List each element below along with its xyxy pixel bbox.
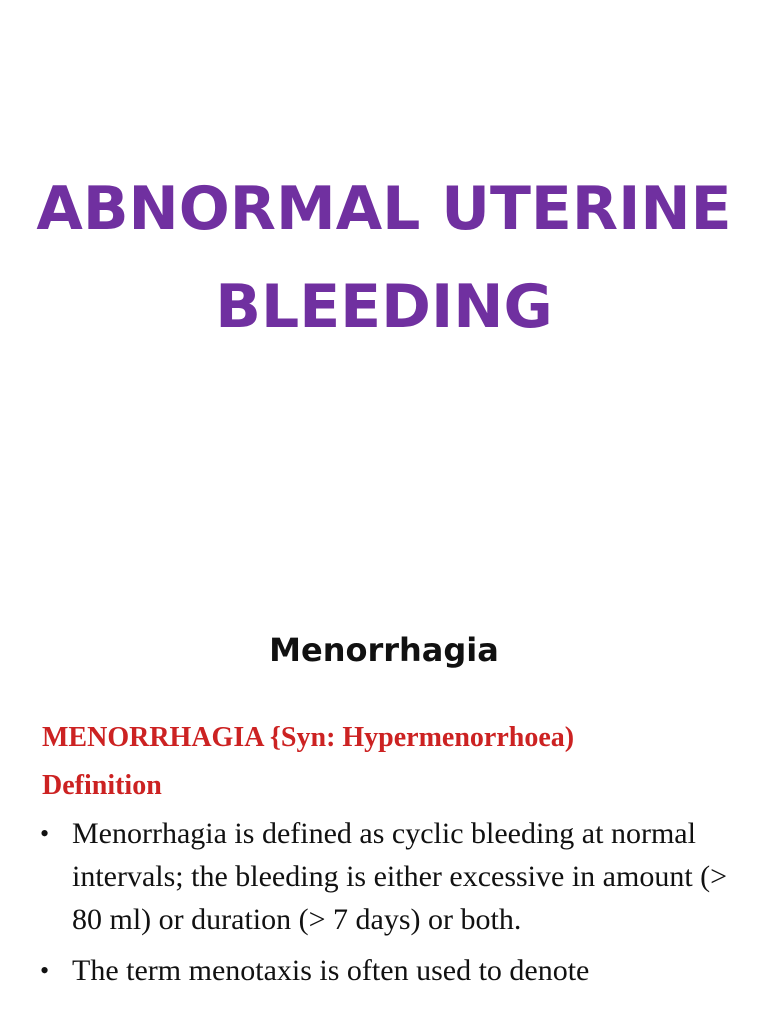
bullet-text: The term menotaxis is often used to denote xyxy=(72,954,590,987)
bullet-icon: • xyxy=(40,819,50,848)
list-item xyxy=(40,949,740,992)
list-item xyxy=(40,812,740,941)
bullet-list xyxy=(40,812,740,1000)
bullet-text: Menorrhagia is defined as cyclic bleeding at normal intervals; the bleeding is either excessive in amount (> 80 ml) or duration (> 7 days) or both. xyxy=(72,817,728,936)
syn-heading: MENORRHAGIA {Syn: Hypermenorrhoea) xyxy=(42,722,575,753)
slide-title-line-1: ABNORMAL UTERINE xyxy=(36,174,732,244)
bullet-icon: • xyxy=(40,956,50,985)
definition-heading: Definition xyxy=(42,770,162,801)
section-heading: Menorrhagia xyxy=(269,631,499,669)
slide-title-line-2: BLEEDING xyxy=(215,272,553,342)
slide-title xyxy=(0,160,768,356)
